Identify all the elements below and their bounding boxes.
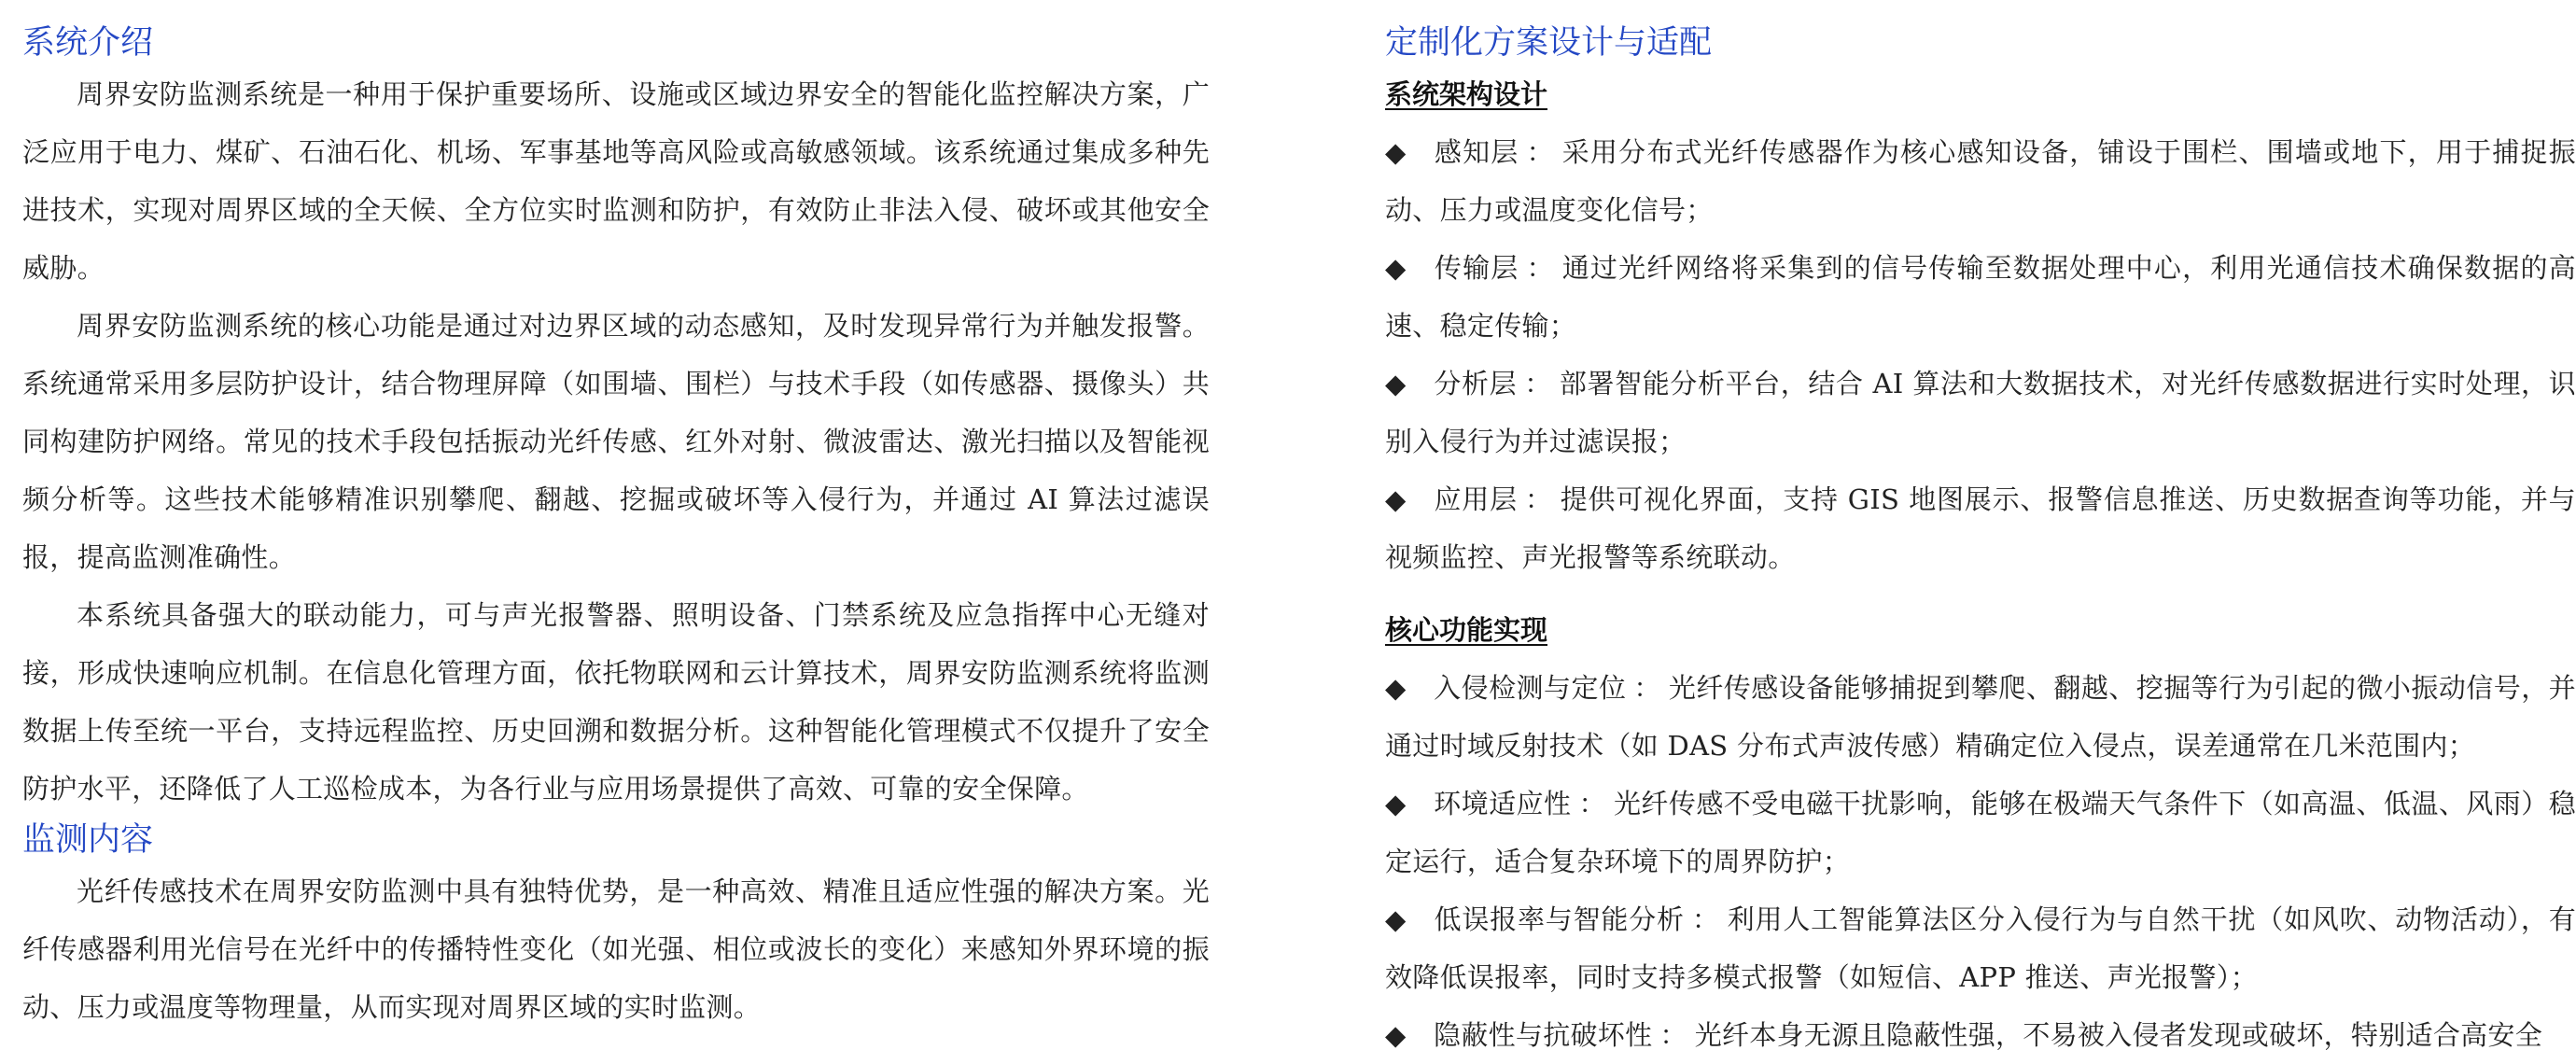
item-text: 光纤传感设备能够捕捉到攀爬、翻越、挖掘等行为引起的微小振动信号，并通过时域反射技术（如 DAS 分布式声波传感）精确定位入侵点，误差通常在几米范围内； xyxy=(1385,672,2576,762)
list-item xyxy=(1385,775,2576,890)
item-text: 利用人工智能算法区分入侵行为与自然干扰（如风吹、动物活动），有效降低误报率，同时支持多模式报警（如短信、APP 推送、声光报警）； xyxy=(1385,903,2576,993)
item-text: 通过光纤网络将采集到的信号传输至数据处理中心，利用光通信技术确保数据的高速、稳定传输； xyxy=(1385,252,2576,342)
list-item xyxy=(1385,659,2576,775)
item-term: 应用层 xyxy=(1434,483,1518,515)
diamond-bullet-icon: ◆ xyxy=(1385,903,1407,935)
item-term: 环境适应性 xyxy=(1434,788,1572,819)
list-item xyxy=(1385,239,2576,355)
item-term: 分析层 xyxy=(1434,368,1518,399)
section-title-system-intro: 系统介绍 xyxy=(22,24,154,62)
diamond-bullet-icon: ◆ xyxy=(1385,136,1407,168)
item-term: 低误报率与智能分析 xyxy=(1434,903,1685,935)
item-term: 传输层 xyxy=(1434,252,1519,284)
item-text: 光纤本身无源且隐蔽性强，不易被入侵者发现或破坏，特别适合高安全 xyxy=(1694,1019,2543,1051)
item-text: 提供可视化界面，支持 GIS 地图展示、报警信息推送、历史数据查询等功能，并与视频监控、声光报警等系统联动。 xyxy=(1385,483,2576,573)
item-separator: ： xyxy=(1526,252,1555,284)
diamond-bullet-icon: ◆ xyxy=(1385,1019,1407,1051)
item-text: 采用分布式光纤传感器作为核心感知设备，铺设于围栏、围墙或地下，用于捕捉振动、压力或温度变化信号； xyxy=(1385,136,2576,226)
diamond-bullet-icon: ◆ xyxy=(1385,788,1407,819)
section-spacer xyxy=(1385,586,2576,601)
core-functions-subheading: 核心功能实现 xyxy=(1385,614,1548,646)
list-item xyxy=(1385,123,2576,239)
item-separator: ： xyxy=(1659,1019,1687,1051)
intro-paragraph-3: 本系统具备强大的联动能力，可与声光报警器、照明设备、门禁系统及应急指挥中心无缝对接，形成快速响应机制。在信息化管理方面，依托物联网和云计算技术，周界安防监测系统将监测数据上传至统一平台，支持远程监控、历史回溯和数据分析。这种智能化管理模式不仅提升了安全防护水平，还降低了人工巡检成本，为各行业与应用场景提供了高效、可靠的安全保障。 xyxy=(22,599,1210,805)
item-term: 隐蔽性与抗破坏性 xyxy=(1434,1019,1653,1051)
diamond-bullet-icon: ◆ xyxy=(1385,483,1407,515)
monitoring-paragraph-1: 光纤传感技术在周界安防监测中具有独特优势，是一种高效、精准且适应性强的解决方案。光纤传感器利用光信号在光纤中的传播特性变化（如光强、相位或波长的变化）来感知外界环境的振动、压力或温度等物理量，从而实现对周界区域的实时监测。 xyxy=(22,875,1210,1023)
architecture-list xyxy=(1385,123,2576,586)
item-separator: ： xyxy=(1524,483,1553,515)
diamond-bullet-icon: ◆ xyxy=(1385,252,1407,284)
list-item xyxy=(1385,470,2576,586)
right-column xyxy=(1385,21,2576,1064)
section-title-custom-solution: 定制化方案设计与适配 xyxy=(1385,24,1713,62)
item-term: 感知层 xyxy=(1434,136,1519,168)
item-separator: ： xyxy=(1526,136,1555,168)
section-title-monitoring-content: 监测内容 xyxy=(22,821,154,859)
item-text: 光纤传感不受电磁干扰影响，能够在极端天气条件下（如高温、低温、风雨）稳定运行，适合复杂环境下的周界防护； xyxy=(1385,788,2576,877)
item-term: 入侵检测与定位 xyxy=(1434,672,1627,704)
item-separator: ： xyxy=(1691,903,1720,935)
diamond-bullet-icon: ◆ xyxy=(1385,672,1407,704)
core-functions-list xyxy=(1385,659,2576,1064)
list-item xyxy=(1385,890,2576,1006)
item-separator: ： xyxy=(1578,788,1606,819)
diamond-bullet-icon: ◆ xyxy=(1385,368,1407,399)
architecture-subheading: 系统架构设计 xyxy=(1385,78,1548,110)
item-separator: ： xyxy=(1524,368,1552,399)
list-item xyxy=(1385,355,2576,470)
item-text: 部署智能分析平台，结合 AI 算法和大数据技术，对光纤传感数据进行实时处理，识别入侵行为并过滤误报； xyxy=(1385,368,2576,457)
item-separator: ： xyxy=(1633,672,1661,704)
left-column xyxy=(22,21,1210,1036)
list-item xyxy=(1385,1006,2576,1064)
intro-paragraph-2: 周界安防监测系统的核心功能是通过对边界区域的动态感知，及时发现异常行为并触发报警。系统通常采用多层防护设计，结合物理屏障（如围墙、围栏）与技术手段（如传感器、摄像头）共同构建防护网络。常见的技术手段包括振动光纤传感、红外对射、微波雷达、激光扫描以及智能视频分析等。这些技术能够精准识别攀爬、翻越、挖掘或破坏等入侵行为，并通过 AI 算法过滤误报，提高监测准确性。 xyxy=(22,310,1210,573)
intro-paragraph-1: 周界安防监测系统是一种用于保护重要场所、设施或区域边界安全的智能化监控解决方案，广泛应用于电力、煤矿、石油石化、机场、军事基地等高风险或高敏感领域。该系统通过集成多种先进技术，实现对周界区域的全天候、全方位实时监测和防护，有效防止非法入侵、破坏或其他安全威胁。 xyxy=(22,78,1210,284)
